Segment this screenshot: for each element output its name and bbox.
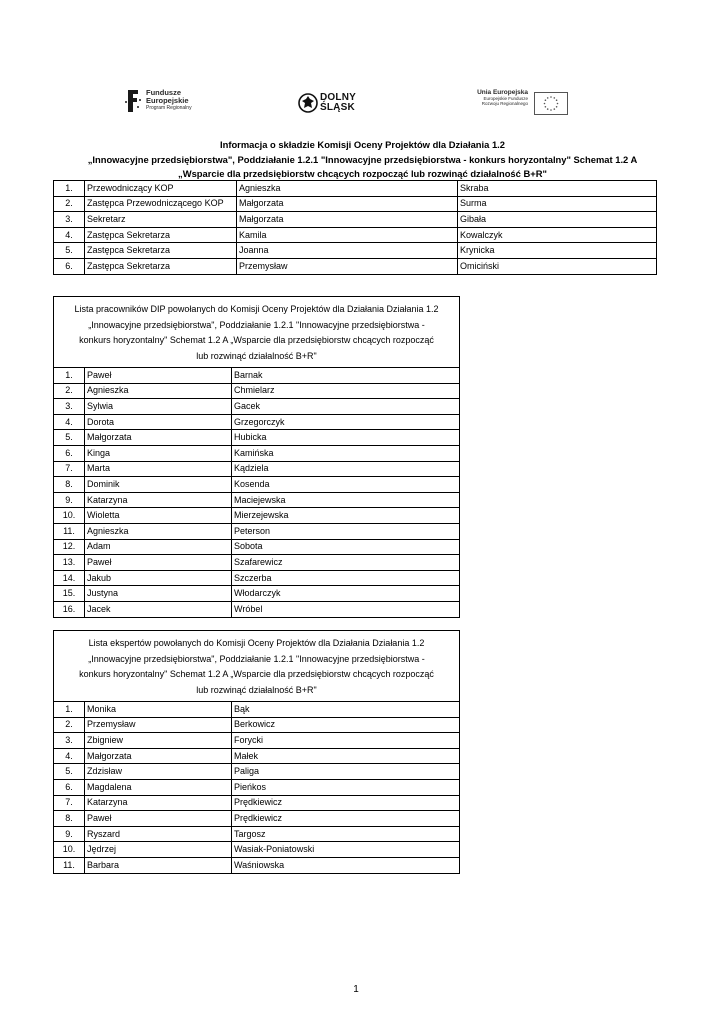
- ds-logo-line2: ŚLĄSK: [320, 101, 355, 113]
- logo-dolny-slask: [298, 92, 370, 114]
- employee-row-last: Barnak: [232, 368, 460, 384]
- employee-row: [54, 368, 460, 384]
- commission-row-first: Małgorzata: [237, 196, 458, 212]
- commission-row-no: 4.: [54, 227, 85, 243]
- employee-row-last: Szafarewicz: [232, 555, 460, 571]
- employee-row-no: 6.: [54, 445, 85, 461]
- experts-caption-row: [54, 631, 460, 702]
- commission-table-body: [54, 181, 657, 275]
- expert-row: [54, 795, 460, 811]
- commission-row-no: 6.: [54, 258, 85, 274]
- employee-row-first: Wioletta: [85, 508, 232, 524]
- expert-row: [54, 826, 460, 842]
- commission-row-role: Zastępca Sekretarza: [85, 258, 237, 274]
- commission-row-no: 5.: [54, 243, 85, 259]
- ue-logo-line2: Europejskie Fundusze: [483, 96, 528, 101]
- employee-row-first: Dorota: [85, 414, 232, 430]
- employee-row: [54, 430, 460, 446]
- expert-row: [54, 764, 460, 780]
- experts-table-caption: Lista ekspertów powołanych do Komisji Oceny Projektów dla Działania Działania 1.2 „Innowacyjne przedsiębiorstwa", Poddziałanie 1.2.1 "Innowacyjne przedsiębiorstwa - konkurs horyzontalny" Schemat 1.2 A „Wsparcie dla przedsiębiorstw chcących rozpocząć lub rozwinąć działalność B+R": [54, 631, 460, 702]
- commission-row-last: Surma: [458, 196, 657, 212]
- expert-row-first: Paweł: [85, 811, 232, 827]
- employee-row-last: Szczerba: [232, 570, 460, 586]
- commission-row-last: Omiciński: [458, 258, 657, 274]
- employee-row-no: 4.: [54, 414, 85, 430]
- expert-row-no: 3.: [54, 733, 85, 749]
- expert-row-no: 4.: [54, 748, 85, 764]
- commission-row: [54, 258, 657, 274]
- expert-row-first: Barbara: [85, 857, 232, 873]
- fundusze-europejskie-icon: [124, 88, 142, 114]
- expert-row: [54, 748, 460, 764]
- employee-row: [54, 555, 460, 571]
- employee-row-no: 13.: [54, 555, 85, 571]
- employee-row-last: Kosenda: [232, 477, 460, 493]
- employee-row: [54, 399, 460, 415]
- employee-row-last: Grzegorczyk: [232, 414, 460, 430]
- commission-row-first: Małgorzata: [237, 212, 458, 228]
- employee-row-first: Agnieszka: [85, 383, 232, 399]
- expert-row-last: Targosz: [232, 826, 460, 842]
- employee-row-no: 3.: [54, 399, 85, 415]
- commission-row-no: 2.: [54, 196, 85, 212]
- employee-row-first: Kinga: [85, 445, 232, 461]
- dolny-slask-eagle-icon: [298, 92, 318, 114]
- expert-row-no: 5.: [54, 764, 85, 780]
- employee-row: [54, 586, 460, 602]
- expert-row: [54, 857, 460, 873]
- employees-table-caption: Lista pracowników DIP powołanych do Komisji Oceny Projektów dla Działania Działania 1.2 „Innowacyjne przedsiębiorstwa", Poddziałanie 1.2.1 "Innowacyjne przedsiębiorstwa - konkurs horyzontalny" Schemat 1.2 A „Wsparcie dla przedsiębiorstw chcących rozpocząć lub rozwinąć działalność B+R": [54, 297, 460, 368]
- expert-row-no: 1.: [54, 702, 85, 718]
- expert-row-no: 10.: [54, 842, 85, 858]
- commission-row-first: Joanna: [237, 243, 458, 259]
- expert-row-first: Magdalena: [85, 779, 232, 795]
- employee-row-no: 10.: [54, 508, 85, 524]
- logo-unia-europejska: [472, 89, 570, 115]
- expert-row-first: Zdzisław: [85, 764, 232, 780]
- employee-row-first: Katarzyna: [85, 492, 232, 508]
- commission-table: [53, 180, 657, 275]
- employee-row-last: Kądziela: [232, 461, 460, 477]
- employee-row-no: 11.: [54, 523, 85, 539]
- document-heading: [30, 138, 695, 182]
- commission-row-first: Kamila: [237, 227, 458, 243]
- employee-row: [54, 492, 460, 508]
- employees-table-body: [54, 297, 460, 618]
- commission-row-role: Zastępca Sekretarza: [85, 243, 237, 259]
- expert-row: [54, 842, 460, 858]
- eu-flag-icon: [534, 92, 568, 115]
- employee-row: [54, 414, 460, 430]
- employee-row-first: Marta: [85, 461, 232, 477]
- experts-table: [53, 630, 460, 874]
- expert-row-first: Monika: [85, 702, 232, 718]
- employee-row-last: Kamińska: [232, 445, 460, 461]
- employee-row: [54, 570, 460, 586]
- expert-row-last: Forycki: [232, 733, 460, 749]
- commission-row-no: 3.: [54, 212, 85, 228]
- expert-row-last: Bąk: [232, 702, 460, 718]
- employee-row-no: 5.: [54, 430, 85, 446]
- employee-row: [54, 523, 460, 539]
- expert-row-last: Berkowicz: [232, 717, 460, 733]
- commission-row: [54, 227, 657, 243]
- commission-row-role: Zastępca Przewodniczącego KOP: [85, 196, 237, 212]
- employee-row: [54, 508, 460, 524]
- fe-logo-line3: Program Regionalny: [146, 105, 192, 111]
- expert-row: [54, 717, 460, 733]
- expert-row-last: Wasiak-Poniatowski: [232, 842, 460, 858]
- commission-row-last: Kowalczyk: [458, 227, 657, 243]
- expert-row-last: Paliga: [232, 764, 460, 780]
- employee-row-no: 2.: [54, 383, 85, 399]
- expert-row-last: Prędkiewicz: [232, 811, 460, 827]
- ue-logo-line1: Unia Europejska: [477, 89, 528, 96]
- expert-row-last: Pieńkos: [232, 779, 460, 795]
- expert-row-no: 6.: [54, 779, 85, 795]
- fe-logo-line2: Europejskie: [146, 95, 189, 105]
- expert-row: [54, 702, 460, 718]
- commission-row-role: Sekretarz: [85, 212, 237, 228]
- employee-row-last: Gacek: [232, 399, 460, 415]
- ds-logo-line1: DOLNY: [320, 92, 356, 103]
- expert-row-no: 8.: [54, 811, 85, 827]
- experts-table-body: [54, 631, 460, 874]
- expert-row-first: Przemysław: [85, 717, 232, 733]
- employee-row-last: Hubicka: [232, 430, 460, 446]
- commission-row: [54, 243, 657, 259]
- expert-row-first: Katarzyna: [85, 795, 232, 811]
- commission-row-last: Krynicka: [458, 243, 657, 259]
- commission-row: [54, 212, 657, 228]
- employee-row: [54, 461, 460, 477]
- expert-row-first: Jędrzej: [85, 842, 232, 858]
- employee-row-first: Jacek: [85, 601, 232, 617]
- expert-row: [54, 811, 460, 827]
- employee-row-last: Maciejewska: [232, 492, 460, 508]
- employee-row-last: Peterson: [232, 523, 460, 539]
- employee-row-first: Jakub: [85, 570, 232, 586]
- expert-row-first: Małgorzata: [85, 748, 232, 764]
- expert-row-no: 11.: [54, 857, 85, 873]
- employee-row-first: Paweł: [85, 555, 232, 571]
- page-number: 1: [353, 984, 359, 995]
- commission-row-no: 1.: [54, 181, 85, 197]
- commission-row-first: Agnieszka: [237, 181, 458, 197]
- employee-row: [54, 445, 460, 461]
- commission-row-last: Skraba: [458, 181, 657, 197]
- employee-row-first: Dominik: [85, 477, 232, 493]
- expert-row-no: 2.: [54, 717, 85, 733]
- expert-row-first: Ryszard: [85, 826, 232, 842]
- employee-row-no: 8.: [54, 477, 85, 493]
- employee-row: [54, 601, 460, 617]
- employees-caption-row: [54, 297, 460, 368]
- expert-row-first: Zbigniew: [85, 733, 232, 749]
- employee-row-last: Wróbel: [232, 601, 460, 617]
- employees-table: [53, 296, 460, 618]
- employee-row-no: 14.: [54, 570, 85, 586]
- heading-line-2: „Innowacyjne przedsiębiorstwa", Poddziałanie 1.2.1 "Innowacyjne przedsiębiorstwa - konkurs horyzontalny" Schemat 1.2 A: [87, 153, 638, 165]
- commission-row: [54, 196, 657, 212]
- heading-line-1: Informacja o składzie Komisji Oceny Projektów dla Działania 1.2: [220, 139, 505, 150]
- commission-row-role: Zastępca Sekretarza: [85, 227, 237, 243]
- employee-row: [54, 539, 460, 555]
- expert-row: [54, 779, 460, 795]
- employee-row-first: Agnieszka: [85, 523, 232, 539]
- employee-row-first: Justyna: [85, 586, 232, 602]
- employee-row-first: Paweł: [85, 368, 232, 384]
- expert-row-last: Małek: [232, 748, 460, 764]
- commission-row: [54, 181, 657, 197]
- employee-row: [54, 477, 460, 493]
- employee-row-no: 1.: [54, 368, 85, 384]
- employee-row-first: Sylwia: [85, 399, 232, 415]
- employee-row-last: Włodarczyk: [232, 586, 460, 602]
- commission-row-role: Przewodniczący KOP: [85, 181, 237, 197]
- employee-row-last: Chmielarz: [232, 383, 460, 399]
- expert-row-no: 9.: [54, 826, 85, 842]
- employee-row-last: Mierzejewska: [232, 508, 460, 524]
- employee-row-no: 9.: [54, 492, 85, 508]
- expert-row-no: 7.: [54, 795, 85, 811]
- employee-row-first: Małgorzata: [85, 430, 232, 446]
- fe-logo-line1: Fundusze: [146, 88, 181, 97]
- commission-row-last: Gibała: [458, 212, 657, 228]
- employee-row-first: Adam: [85, 539, 232, 555]
- employee-row-no: 15.: [54, 586, 85, 602]
- employee-row-last: Sobota: [232, 539, 460, 555]
- expert-row: [54, 733, 460, 749]
- heading-line-3: „Wsparcie dla przedsiębiorstw chcących rozpocząć lub rozwinąć działalność B+R": [178, 168, 547, 179]
- employee-row-no: 16.: [54, 601, 85, 617]
- commission-row-first: Przemysław: [237, 258, 458, 274]
- expert-row-last: Waśniowska: [232, 857, 460, 873]
- ue-logo-line3: Rozwoju Regionalnego: [481, 101, 528, 106]
- employee-row-no: 12.: [54, 539, 85, 555]
- expert-row-last: Prędkiewicz: [232, 795, 460, 811]
- employee-row-no: 7.: [54, 461, 85, 477]
- employee-row: [54, 383, 460, 399]
- logo-fundusze-europejskie: [124, 88, 204, 116]
